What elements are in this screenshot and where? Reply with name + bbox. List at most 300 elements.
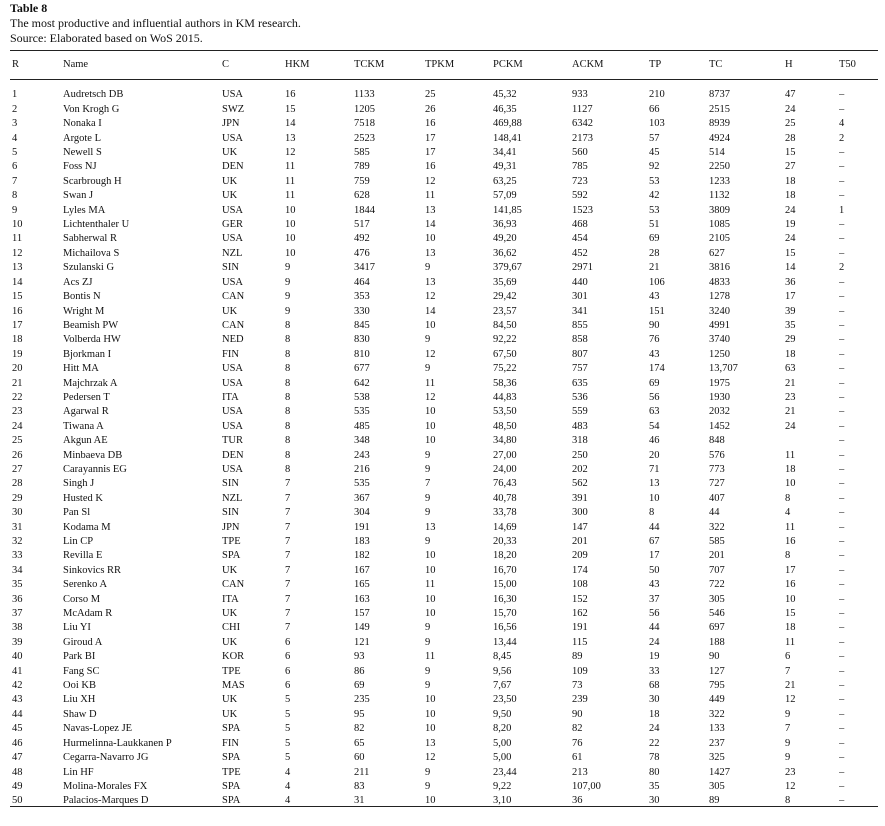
cell-name: Akgun AE <box>63 435 108 447</box>
cell-ackm: 36 <box>572 795 583 807</box>
cell-tp: 8 <box>649 507 655 519</box>
cell-name: Bontis N <box>63 291 101 303</box>
cell-t50: – <box>839 536 845 547</box>
cell-hkm: 8 <box>285 334 291 346</box>
cell-tpkm: 10 <box>425 564 436 576</box>
cell-ackm: 209 <box>572 550 588 562</box>
cell-name: Park BI <box>63 651 96 663</box>
cell-tckm: 163 <box>354 593 370 605</box>
cell-ackm: 723 <box>572 175 588 187</box>
cell-tc: 4924 <box>709 132 730 144</box>
cell-h: 18 <box>785 175 796 187</box>
table-body <box>10 88 885 808</box>
cell-tc: 90 <box>709 651 720 663</box>
cell-hkm: 9 <box>285 291 291 303</box>
cell-tpkm: 10 <box>425 420 436 432</box>
cell-h: 23 <box>785 766 796 778</box>
cell-r: 29 <box>12 492 23 504</box>
cell-t50: – <box>839 276 845 288</box>
cell-tckm: 167 <box>354 564 370 576</box>
cell-tpkm: 13 <box>425 737 436 749</box>
cell-tckm: 82 <box>354 723 365 735</box>
cell-tpkm: 13 <box>425 247 436 259</box>
table-row <box>10 88 885 102</box>
cell-h: 24 <box>785 103 796 115</box>
cell-r: 23 <box>12 406 23 418</box>
cell-t50: – <box>839 651 845 663</box>
cell-pckm: 7,67 <box>493 680 512 692</box>
cell-t50: – <box>839 406 845 418</box>
cell-c: JPN <box>222 521 240 533</box>
cell-pckm: 469,88 <box>493 118 522 130</box>
cell-c: UK <box>222 694 238 706</box>
cell-t50: – <box>839 319 845 331</box>
cell-tpkm: 9 <box>425 463 431 475</box>
cell-tp: 24 <box>649 723 660 735</box>
cell-t50: – <box>839 175 845 187</box>
table-row <box>10 218 885 232</box>
cell-ackm: 454 <box>572 233 588 245</box>
cell-tp: 92 <box>649 161 660 173</box>
table-row <box>10 117 885 131</box>
cell-tckm: 121 <box>354 636 370 648</box>
cell-tc: 305 <box>709 780 725 792</box>
header-r: R <box>12 59 20 70</box>
cell-name: Fang SC <box>63 665 100 677</box>
cell-ackm: 76 <box>572 737 583 749</box>
header-tckm: TCKM <box>354 59 385 70</box>
cell-tc: 237 <box>709 737 725 749</box>
cell-tckm: 157 <box>354 608 370 620</box>
cell-pckm: 49,20 <box>493 233 517 245</box>
cell-tp: 103 <box>649 118 665 130</box>
cell-tckm: 60 <box>354 752 365 764</box>
table-row <box>10 607 885 621</box>
cell-t50: – <box>839 579 845 591</box>
table-row <box>10 391 885 405</box>
cell-tp: 78 <box>649 752 660 764</box>
cell-h: 17 <box>785 564 796 576</box>
cell-name: Shaw D <box>63 708 97 720</box>
cell-tckm: 1133 <box>354 89 375 101</box>
cell-h: 19 <box>785 219 796 231</box>
cell-tp: 63 <box>649 406 660 418</box>
cell-tpkm: 13 <box>425 204 436 216</box>
cell-hkm: 6 <box>285 665 291 677</box>
cell-name: Sinkovics RR <box>63 564 122 576</box>
cell-pckm: 9,50 <box>493 708 512 720</box>
table-row <box>10 549 885 563</box>
cell-t50: – <box>839 363 845 375</box>
table-row <box>10 348 885 362</box>
cell-tc: 13,707 <box>709 363 738 375</box>
cell-c: SIN <box>222 507 239 519</box>
cell-c: ITA <box>222 391 239 403</box>
cell-name: Lin CP <box>63 536 94 547</box>
cell-name: Pan Sl <box>63 507 91 519</box>
cell-pckm: 148,41 <box>493 132 522 144</box>
top-rule <box>10 50 878 51</box>
table-row <box>10 247 885 261</box>
table-row <box>10 722 885 736</box>
cell-t50: – <box>839 795 845 807</box>
cell-pckm: 24,00 <box>493 463 517 475</box>
table-row <box>10 492 885 506</box>
cell-tc: 1085 <box>709 219 730 231</box>
cell-r: 1 <box>12 89 18 101</box>
cell-hkm: 9 <box>285 305 291 317</box>
cell-tpkm: 7 <box>425 478 431 490</box>
table-row <box>10 737 885 751</box>
cell-name: Audretsch DB <box>63 89 124 101</box>
cell-c: USA <box>222 132 244 144</box>
cell-t50: – <box>839 391 845 403</box>
table-row <box>10 160 885 174</box>
cell-r: 48 <box>12 766 23 778</box>
cell-t50: – <box>839 780 845 792</box>
cell-t50: – <box>839 636 845 648</box>
cell-name: Beamish PW <box>63 319 119 331</box>
cell-r: 41 <box>12 665 23 677</box>
cell-tc: 1233 <box>709 175 730 187</box>
cell-tp: 43 <box>649 579 660 591</box>
cell-tc: 722 <box>709 579 725 591</box>
cell-r: 10 <box>12 219 23 231</box>
cell-ackm: 147 <box>572 521 588 533</box>
cell-h: 9 <box>785 737 791 749</box>
cell-tckm: 1844 <box>354 204 375 216</box>
cell-tc: 3240 <box>709 305 730 317</box>
cell-c: SPA <box>222 752 241 764</box>
cell-r: 40 <box>12 651 23 663</box>
cell-tckm: 216 <box>354 463 370 475</box>
cell-name: Minbaeva DB <box>63 449 123 461</box>
cell-pckm: 63,25 <box>493 175 517 187</box>
cell-tc: 2105 <box>709 233 730 245</box>
cell-ackm: 2971 <box>572 262 593 274</box>
cell-tpkm: 9 <box>425 507 431 519</box>
cell-tc: 4991 <box>709 319 730 331</box>
cell-tp: 57 <box>649 132 660 144</box>
cell-r: 20 <box>12 363 23 375</box>
cell-ackm: 108 <box>572 579 588 591</box>
cell-tc: 1132 <box>709 190 730 202</box>
cell-tp: 56 <box>649 608 660 620</box>
header-hkm: HKM <box>285 59 310 70</box>
cell-c: TUR <box>222 435 243 447</box>
cell-t50: – <box>839 492 845 504</box>
header-ackm: ACKM <box>572 59 604 70</box>
cell-tc: 707 <box>709 564 725 576</box>
cell-ackm: 757 <box>572 363 588 375</box>
cell-pckm: 141,85 <box>493 204 522 216</box>
cell-tckm: 95 <box>354 708 365 720</box>
cell-r: 37 <box>12 608 23 620</box>
table-row <box>10 132 885 146</box>
cell-tpkm: 9 <box>425 680 431 692</box>
cell-tp: 56 <box>649 391 660 403</box>
cell-t50: – <box>839 377 845 389</box>
cell-tckm: 759 <box>354 175 370 187</box>
cell-h: 10 <box>785 478 796 490</box>
cell-tckm: 476 <box>354 247 370 259</box>
cell-t50: – <box>839 608 845 620</box>
table-row <box>10 189 885 203</box>
cell-t50: – <box>839 291 845 303</box>
header-name: Name <box>63 59 89 70</box>
cell-tpkm: 9 <box>425 780 431 792</box>
cell-c: UK <box>222 147 238 159</box>
cell-tckm: 86 <box>354 665 365 677</box>
cell-tpkm: 16 <box>425 118 436 130</box>
cell-tp: 174 <box>649 363 665 375</box>
cell-tpkm: 12 <box>425 391 436 403</box>
cell-name: Majchrzak A <box>63 377 118 389</box>
cell-tckm: 535 <box>354 478 370 490</box>
cell-tc: 89 <box>709 795 720 807</box>
table-source: Source: Elaborated based on WoS 2015. <box>10 31 203 45</box>
cell-hkm: 4 <box>285 795 291 807</box>
cell-t50: – <box>839 89 845 101</box>
cell-pckm: 40,78 <box>493 492 517 504</box>
cell-c: KOR <box>222 651 245 663</box>
cell-name: Palacios-Marques D <box>63 795 149 807</box>
cell-r: 14 <box>12 276 23 288</box>
cell-pckm: 75,22 <box>493 363 517 375</box>
cell-tckm: 183 <box>354 536 370 547</box>
cell-name: Liu YI <box>63 622 91 634</box>
cell-c: DEN <box>222 449 244 461</box>
cell-tpkm: 9 <box>425 622 431 634</box>
cell-hkm: 5 <box>285 752 291 764</box>
cell-t50: – <box>839 233 845 245</box>
cell-r: 34 <box>12 564 23 576</box>
cell-name: Lin HF <box>63 766 94 778</box>
cell-tp: 35 <box>649 780 660 792</box>
cell-pckm: 48,50 <box>493 420 517 432</box>
cell-ackm: 452 <box>572 247 588 259</box>
cell-ackm: 89 <box>572 651 583 663</box>
cell-c: SPA <box>222 550 241 562</box>
cell-c: UK <box>222 708 238 720</box>
cell-t50: – <box>839 752 845 764</box>
table-caption <box>10 1 301 46</box>
cell-tc: 773 <box>709 463 725 475</box>
cell-name: Giroud A <box>63 636 103 648</box>
cell-tc: 305 <box>709 593 725 605</box>
cell-h: 7 <box>785 723 791 735</box>
cell-t50: – <box>839 463 845 475</box>
cell-tckm: 93 <box>354 651 365 663</box>
cell-name: Agarwal R <box>63 406 109 418</box>
authors-table <box>10 58 885 809</box>
cell-hkm: 8 <box>285 449 291 461</box>
cell-t50: – <box>839 449 845 461</box>
cell-tckm: 485 <box>354 420 370 432</box>
cell-c: USA <box>222 89 244 101</box>
table-row <box>10 276 885 290</box>
cell-hkm: 11 <box>285 175 296 187</box>
cell-tpkm: 10 <box>425 723 436 735</box>
cell-name: McAdam R <box>63 608 113 620</box>
cell-h: 18 <box>785 190 796 202</box>
cell-h: 36 <box>785 276 796 288</box>
cell-c: USA <box>222 463 244 475</box>
cell-name: Sabherwal R <box>63 233 117 245</box>
table-row <box>10 506 885 520</box>
cell-tpkm: 9 <box>425 665 431 677</box>
table-row <box>10 434 885 448</box>
cell-r: 42 <box>12 680 23 692</box>
cell-t50: – <box>839 723 845 735</box>
table-row <box>10 780 885 794</box>
cell-tpkm: 10 <box>425 550 436 562</box>
table-row <box>10 766 885 780</box>
cell-h: 47 <box>785 89 796 101</box>
cell-ackm: 174 <box>572 564 588 576</box>
cell-tckm: 464 <box>354 276 370 288</box>
cell-tp: 71 <box>649 463 660 475</box>
cell-pckm: 16,70 <box>493 564 517 576</box>
cell-name: Liu XH <box>63 694 96 706</box>
cell-c: FIN <box>222 348 239 360</box>
table-row <box>10 794 885 808</box>
cell-c: UK <box>222 190 238 202</box>
table-row <box>10 146 885 160</box>
cell-tc: 546 <box>709 608 725 620</box>
cell-tc: 514 <box>709 147 725 159</box>
cell-c: JPN <box>222 118 240 130</box>
cell-hkm: 7 <box>285 536 291 547</box>
cell-tp: 67 <box>649 536 660 547</box>
cell-c: UK <box>222 564 238 576</box>
cell-tp: 50 <box>649 564 660 576</box>
cell-r: 30 <box>12 507 23 519</box>
cell-tckm: 830 <box>354 334 370 346</box>
cell-tp: 80 <box>649 766 660 778</box>
cell-c: UK <box>222 305 238 317</box>
cell-name: Hitt MA <box>63 363 99 375</box>
cell-tpkm: 9 <box>425 536 431 547</box>
cell-hkm: 7 <box>285 622 291 634</box>
cell-c: NZL <box>222 247 243 259</box>
table-row <box>10 449 885 463</box>
cell-pckm: 8,45 <box>493 651 512 663</box>
cell-ackm: 440 <box>572 276 588 288</box>
cell-tp: 44 <box>649 521 660 533</box>
header-pckm: PCKM <box>493 59 523 70</box>
cell-tp: 69 <box>649 233 660 245</box>
cell-r: 36 <box>12 593 23 605</box>
cell-tpkm: 10 <box>425 319 436 331</box>
cell-t50: 1 <box>839 204 845 216</box>
cell-c: CAN <box>222 319 245 331</box>
cell-pckm: 67,50 <box>493 348 517 360</box>
cell-name: Molina-Morales FX <box>63 780 148 792</box>
cell-t50: 4 <box>839 118 845 130</box>
cell-h: 23 <box>785 391 796 403</box>
cell-h: 24 <box>785 420 796 432</box>
cell-r: 39 <box>12 636 23 648</box>
cell-r: 50 <box>12 795 23 807</box>
cell-tp: 42 <box>649 190 660 202</box>
cell-r: 27 <box>12 463 23 475</box>
cell-hkm: 8 <box>285 319 291 331</box>
cell-name: Newell S <box>63 147 102 159</box>
cell-r: 18 <box>12 334 23 346</box>
cell-name: Pedersen T <box>63 391 110 403</box>
cell-ackm: 109 <box>572 665 588 677</box>
cell-tpkm: 14 <box>425 219 436 231</box>
cell-c: UK <box>222 175 238 187</box>
cell-tckm: 191 <box>354 521 370 533</box>
cell-pckm: 23,50 <box>493 694 517 706</box>
cell-tp: 210 <box>649 89 665 101</box>
cell-pckm: 8,20 <box>493 723 512 735</box>
cell-ackm: 341 <box>572 305 588 317</box>
cell-hkm: 8 <box>285 420 291 432</box>
table-row <box>10 319 885 333</box>
table-row <box>10 305 885 319</box>
cell-hkm: 8 <box>285 377 291 389</box>
cell-h: 11 <box>785 521 796 533</box>
table-row <box>10 535 885 549</box>
table-row <box>10 405 885 419</box>
cell-h: 14 <box>785 262 796 274</box>
cell-tpkm: 9 <box>425 492 431 504</box>
cell-c: USA <box>222 204 244 216</box>
cell-hkm: 10 <box>285 204 296 216</box>
cell-tpkm: 10 <box>425 406 436 418</box>
cell-tpkm: 12 <box>425 348 436 360</box>
cell-tckm: 211 <box>354 766 370 778</box>
cell-tp: 106 <box>649 276 665 288</box>
cell-tp: 53 <box>649 175 660 187</box>
cell-pckm: 36,93 <box>493 219 517 231</box>
cell-t50: – <box>839 564 845 576</box>
cell-name: Kodama M <box>63 521 111 533</box>
cell-pckm: 46,35 <box>493 103 517 115</box>
cell-c: USA <box>222 276 244 288</box>
cell-name: Szulanski G <box>63 262 115 274</box>
cell-c: MAS <box>222 680 245 692</box>
cell-ackm: 318 <box>572 435 588 447</box>
cell-r: 19 <box>12 348 23 360</box>
cell-pckm: 23,57 <box>493 305 517 317</box>
cell-r: 3 <box>12 118 18 130</box>
cell-t50: – <box>839 348 845 360</box>
cell-r: 11 <box>12 233 23 245</box>
cell-tp: 13 <box>649 478 660 490</box>
cell-t50: 2 <box>839 262 845 274</box>
cell-ackm: 391 <box>572 492 588 504</box>
cell-tp: 43 <box>649 291 660 303</box>
cell-tp: 90 <box>649 319 660 331</box>
cell-h: 10 <box>785 593 796 605</box>
cell-tc: 2032 <box>709 406 730 418</box>
cell-ackm: 301 <box>572 291 588 303</box>
cell-c: ITA <box>222 593 239 605</box>
cell-pckm: 35,69 <box>493 276 517 288</box>
cell-tp: 53 <box>649 204 660 216</box>
cell-c: TPE <box>222 766 241 778</box>
cell-name: Tiwana A <box>63 420 104 432</box>
cell-pckm: 49,31 <box>493 161 517 173</box>
cell-r: 6 <box>12 161 18 173</box>
cell-tckm: 304 <box>354 507 370 519</box>
cell-tckm: 182 <box>354 550 370 562</box>
cell-tc: 1930 <box>709 391 730 403</box>
